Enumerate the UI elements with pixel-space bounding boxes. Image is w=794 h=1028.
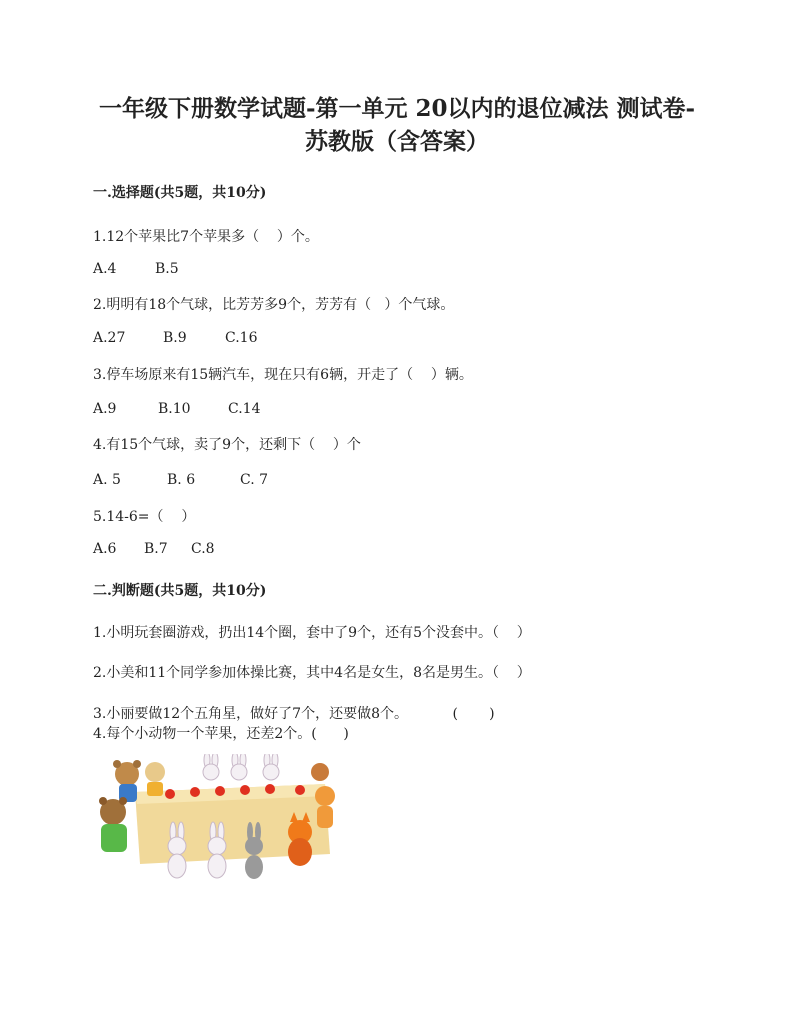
option: A. 5 <box>93 472 121 488</box>
option: B.10 <box>158 401 191 417</box>
judge-question-2: 2.小美和11个同学参加体操比赛，其中4名是女生，8名是男生。（ ） <box>93 665 531 681</box>
fox-icon <box>288 812 312 866</box>
option: C. 7 <box>240 472 269 488</box>
section-heading-judge: 二.判断题(共5题，共10分) <box>93 583 267 599</box>
choice-question-5: 5.14-6=（ ） <box>93 509 196 525</box>
animals-at-table-illustration <box>95 754 350 880</box>
option: C.14 <box>228 401 261 417</box>
judge-question-4: 4.每个小动物一个苹果，还差2个。( ) <box>93 726 349 742</box>
choice-question-1: 1.12个苹果比7个苹果多（ ）个。 <box>93 229 319 245</box>
title-line-2: 苏教版（含答案） <box>305 128 489 155</box>
section-heading-choice: 一.选择题(共5题，共10分) <box>93 185 267 201</box>
option: A.4 <box>93 261 117 277</box>
choice-question-3: 3.停车场原来有15辆汽车，现在只有6辆，开走了（ ）辆。 <box>93 367 473 383</box>
page-title <box>60 92 734 158</box>
choice-options-5 <box>93 541 215 557</box>
choice-options-3 <box>93 401 260 417</box>
choice-question-4: 4.有15个气球，卖了9个，还剩下（ ）个 <box>93 437 361 453</box>
option: A.9 <box>93 401 117 417</box>
option: B.7 <box>144 541 168 557</box>
choice-question-2: 2.明明有18个气球，比芳芳多9个，芳芳有（ ）个气球。 <box>93 297 455 313</box>
option: A.6 <box>93 541 117 557</box>
option: B.9 <box>163 330 187 346</box>
option: B.5 <box>155 261 179 277</box>
judge-question-1: 1.小明玩套圈游戏，扔出14个圈，套中了9个，还有5个没套中。（ ） <box>93 625 531 641</box>
option: C.16 <box>225 330 258 346</box>
choice-options-4 <box>93 472 268 488</box>
title-line-1: 一年级下册数学试题-第一单元 20以内的退位减法 测试卷- <box>98 95 696 122</box>
choice-options-1 <box>93 261 179 277</box>
judge-question-3: 3.小丽要做12个五角星，做好了7个，还要做8个。 ( ) <box>93 706 495 722</box>
option: C.8 <box>191 541 215 557</box>
choice-options-2 <box>93 330 257 346</box>
option: B. 6 <box>167 472 196 488</box>
option: A.27 <box>93 330 126 346</box>
